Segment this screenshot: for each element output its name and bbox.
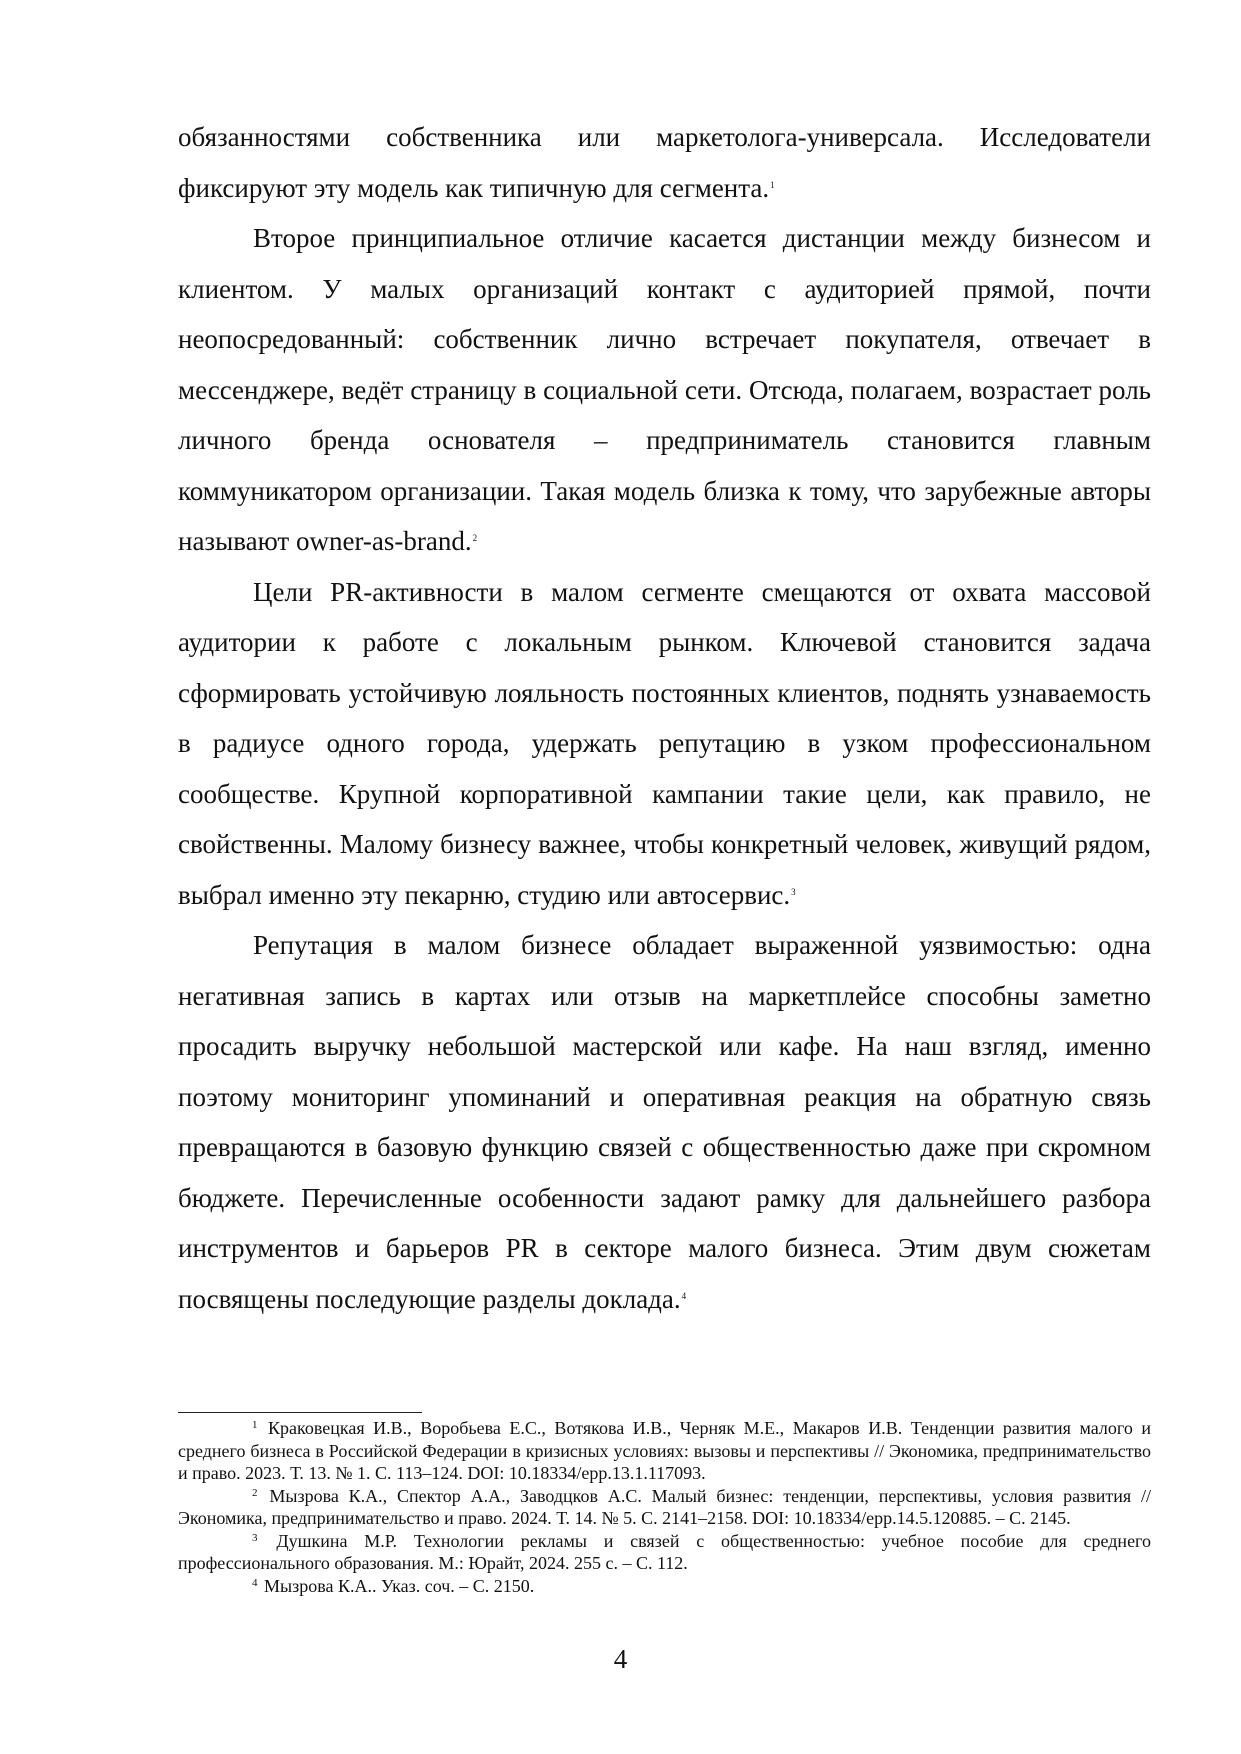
- footnote: [178, 1530, 1151, 1575]
- footnote: [178, 1417, 1151, 1485]
- footnote-text: Краковецкая И.В., Воробьева Е.С., Вотякова И.В., Черняк М.Е., Макаров И.В. Тенденции развития малого и среднего бизнеса в Российской Федерации в кризисных условиях: вызовы и перспективы // Экономика, предпринимательство и право. 2023. Т. 13. № 1. С. 113–124. DOI: 10.18334/epp.13.1.117093.: [178, 1418, 1151, 1483]
- footnote-reference[interactable]: 4: [681, 1290, 687, 1301]
- paragraph: обязанностями собственника или маркетолога-универсала. Исследователи фиксируют эту модель как типичную для сегмента.$^1$: [178, 122, 1151, 203]
- footnote-reference[interactable]: 1: [770, 179, 775, 190]
- page-number: 4: [613, 1644, 628, 1674]
- body-text: [178, 112, 1151, 1324]
- paragraph: Второе принципиальное отличие касается дистанции между бизнесом и клиентом. У малых организаций контакт с аудиторией прямой, почти неопосредованный: собственник лично встречает покупателя, отвечает в мессенджере, ведёт страницу в социальной сети. Отсюда, полагаем, возрастает роль личного бренда основателя – предприниматель становится главным коммуникатором организации. Такая модель близка к тому, что зарубежные авторы называют owner-as-brand.$^2$: [178, 223, 1151, 556]
- footnote: [178, 1575, 1151, 1598]
- paragraph: Репутация в малом бизнесе обладает выраженной уязвимостью: одна негативная запись в картах или отзыв на маркетплейсе способны заметно просадить выручку небольшой мастерской или кафе. На наш взгляд, именно поэтому мониторинг упоминаний и оперативная реакция на обратную связь превращаются в базовую функцию связей с общественностью даже при скромном бюджете. Перечисленные особенности задают рамку для дальнейшего разбора инструментов и барьеров PR в секторе малого бизнеса. Этим двум сюжетам посвящены последующие разделы доклада.$^4$: [178, 930, 1151, 1314]
- footnotes: [178, 1417, 1151, 1597]
- footnote-reference[interactable]: 3: [791, 886, 796, 897]
- footnote-number: 1: [252, 1419, 258, 1431]
- footnote-text: Душкина М.Р. Технологии рекламы и связей с общественностью: учебное пособие для среднего профессионального образования. М.: Юрайт, 2024. 255 с. – С. 112.: [178, 1530, 1151, 1573]
- footnote-separator: [178, 1412, 422, 1413]
- footnote-text: Мызрова К.А., Спектор А.А., Заводцков А.С. Малый бизнес: тенденции, перспективы, условия развития // Экономика, предпринимательство и право. 2024. Т. 14. № 5. С. 2141–2158. DOI: 10.18334/epp.14.5.120885. – С. 2145.: [178, 1485, 1152, 1528]
- footnote-text: Мызрова К.А.. Указ. соч. – С. 2150.: [264, 1575, 535, 1596]
- footnote-number: 2: [252, 1486, 258, 1499]
- footnote: [178, 1485, 1151, 1530]
- footnote-number: 3: [252, 1531, 258, 1544]
- footnote-number: 4: [252, 1576, 258, 1589]
- footnote-reference[interactable]: 2: [472, 533, 478, 543]
- paragraph: Цели PR-активности в малом сегменте смещаются от охвата массовой аудитории к работе с локальным рынком. Ключевой становится задача сформировать устойчивую лояльность постоянных клиентов, поднять узнаваемость в радиусе одного города, удержать репутацию в узком профессиональном сообществе. Крупной корпоративной кампании такие цели, как правило, не свойственны. Малому бизнесу важнее, чтобы конкретный человек, живущий рядом, выбрал именно эту пекарню, студию или автосервис.$^3$: [178, 576, 1151, 910]
